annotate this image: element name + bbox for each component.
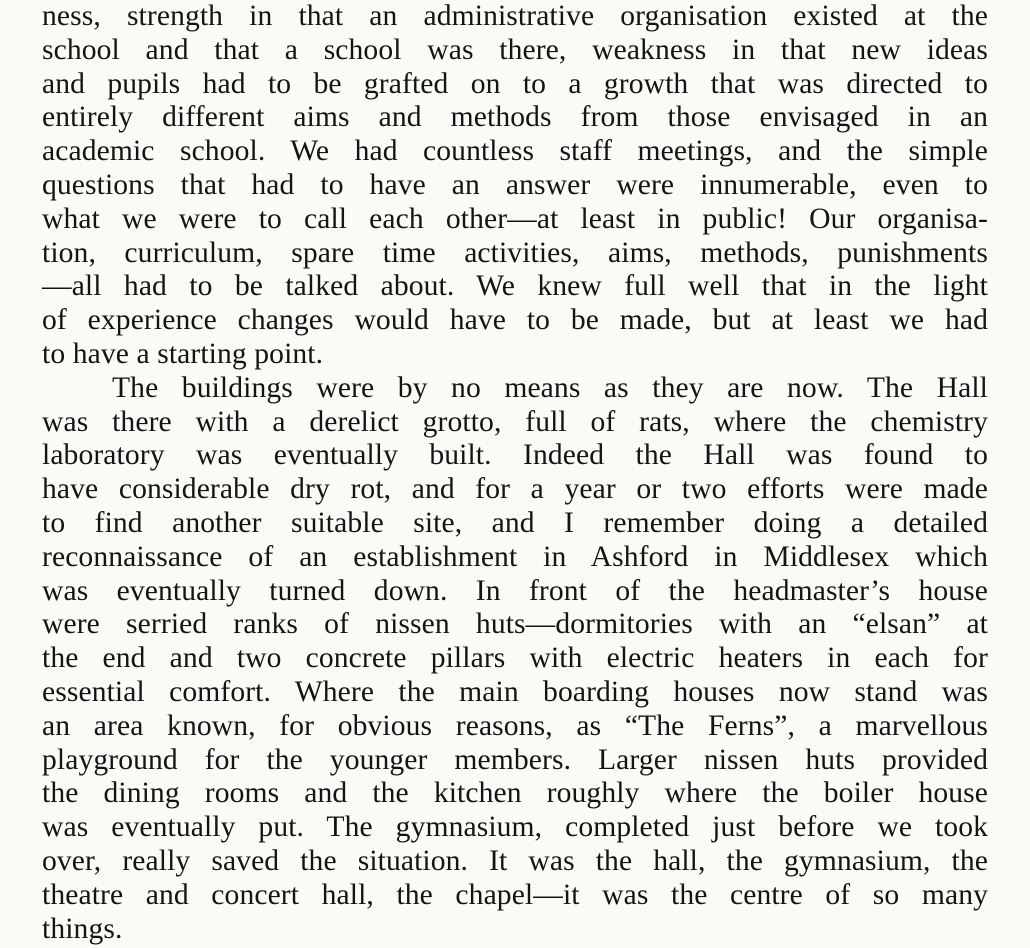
text-line: essential comfort. Where the main boarding houses now stand was	[42, 675, 988, 708]
text-line: theatre and concert hall, the chapel—it was the centre of so many	[42, 878, 988, 911]
text-line: to have a starting point.	[42, 337, 324, 370]
text-line: of experience changes would have to be made, but at least we had	[42, 304, 988, 337]
text-line: academic school. We had countless staff meetings, and the simple	[42, 135, 988, 168]
text-line: entirely different aims and methods from those envisaged in an	[42, 101, 988, 134]
text-line: were serried ranks of nissen huts—dormitories with an “elsan” at	[42, 608, 988, 641]
text-line: questions that had to have an answer were innumerable, even to	[42, 168, 988, 201]
text-line: was there with a derelict grotto, full of rats, where the chemistry	[42, 405, 988, 438]
text-line: was eventually put. The gymnasium, completed just before we took	[42, 811, 988, 844]
text-line: ness, strength in that an administrative organisation existed at the	[42, 0, 988, 32]
text-line: was eventually turned down. In front of the headmaster’s house	[42, 574, 988, 607]
body-text	[42, 0, 988, 946]
text-line: reconnaissance of an establishment in Ashford in Middlesex which	[42, 540, 988, 573]
text-line: have considerable dry rot, and for a year or two efforts were made	[42, 473, 988, 506]
text-line: and pupils had to be grafted on to a growth that was directed to	[42, 67, 988, 100]
text-line: —all had to be talked about. We knew full well that in the light	[42, 270, 988, 303]
text-line: over, really saved the situation. It was the hall, the gymnasium, the	[42, 844, 988, 877]
text-line: things.	[42, 912, 123, 945]
text-line: to find another suitable site, and I remember doing a detailed	[42, 506, 988, 539]
text-line: tion, curriculum, spare time activities, aims, methods, punishments	[42, 236, 988, 269]
text-line: playground for the younger members. Larger nissen huts provided	[42, 743, 988, 776]
text-line: the end and two concrete pillars with electric heaters in each for	[42, 642, 988, 675]
paragraph-2	[42, 372, 988, 947]
text-line: school and that a school was there, weakness in that new ideas	[42, 33, 988, 66]
paragraph-1	[42, 0, 988, 372]
text-line: The buildings were by no means as they are now. The Hall	[112, 371, 988, 404]
text-line: an area known, for obvious reasons, as “The Ferns”, a marvellous	[42, 709, 988, 742]
text-line: what we were to call each other—at least in public! Our organisa-	[42, 202, 988, 235]
text-line: the dining rooms and the kitchen roughly where the boiler house	[42, 777, 988, 810]
text-line: laboratory was eventually built. Indeed the Hall was found to	[42, 439, 988, 472]
